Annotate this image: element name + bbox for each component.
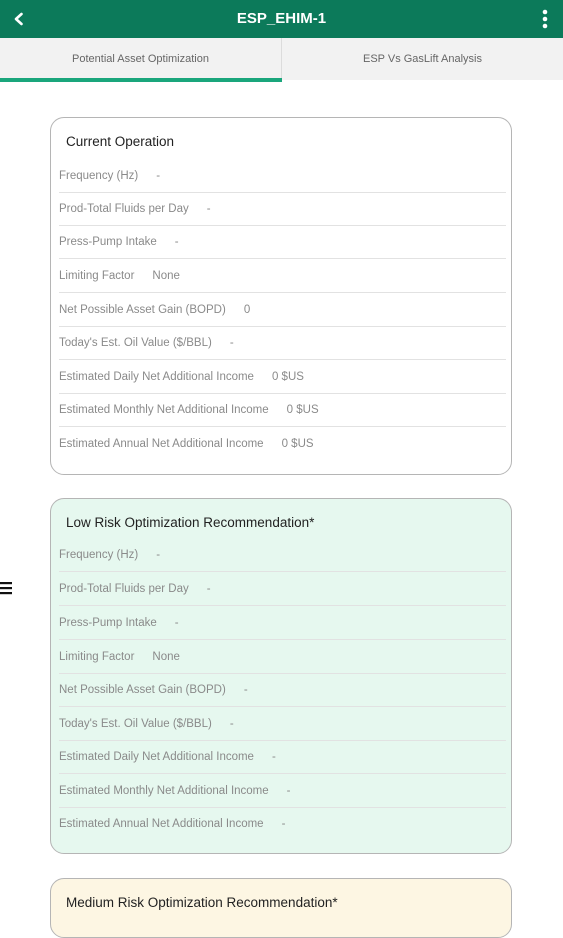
row-value: 0 $US	[271, 371, 304, 383]
row-value: -	[156, 549, 161, 561]
row-label: Estimated Annual Net Additional Income	[59, 438, 264, 450]
tab-bar	[0, 38, 563, 80]
info-row	[59, 573, 506, 606]
row-label: Today's Est. Oil Value ($/BBL)	[59, 337, 212, 349]
row-value: -	[156, 170, 161, 182]
row-value: -	[174, 617, 179, 629]
row-value: -	[281, 818, 286, 830]
info-row	[59, 327, 506, 360]
info-row	[59, 808, 506, 841]
card-title: Current Operation	[66, 134, 175, 149]
row-value: -	[206, 583, 211, 595]
info-row	[59, 607, 506, 640]
info-row	[59, 428, 506, 461]
page-title: ESP_EHIM-1	[236, 10, 327, 27]
info-row	[59, 641, 506, 674]
side-menu-handle[interactable]	[0, 580, 14, 596]
row-value: None	[152, 270, 180, 282]
row-value: -	[286, 785, 291, 797]
info-row	[59, 539, 506, 572]
app-bar	[0, 0, 563, 38]
card-title: Medium Risk Optimization Recommendation*	[66, 895, 338, 910]
row-label: Net Possible Asset Gain (BOPD)	[59, 304, 226, 316]
row-label: Estimated Daily Net Additional Income	[59, 371, 254, 383]
row-value: -	[174, 236, 179, 248]
info-row	[59, 160, 506, 193]
more-vertical-icon	[542, 9, 548, 29]
row-label: Frequency (Hz)	[59, 549, 139, 561]
row-value: 0	[243, 304, 251, 316]
hamburger-icon	[0, 580, 14, 596]
row-value: -	[229, 718, 234, 730]
medium-risk-recommendation-card	[50, 878, 512, 938]
row-label: Press-Pump Intake	[59, 236, 157, 248]
info-row	[59, 193, 506, 226]
tab-potential-asset-optimization[interactable]	[0, 38, 282, 80]
row-value: None	[152, 651, 180, 663]
row-label: Estimated Daily Net Additional Income	[59, 751, 254, 763]
tab-label: Potential Asset Optimization	[72, 53, 209, 65]
info-row	[59, 775, 506, 808]
row-value: -	[229, 337, 234, 349]
info-row	[59, 708, 506, 741]
tab-label: ESP Vs GasLift Analysis	[362, 53, 483, 65]
row-value: 0 $US	[286, 404, 319, 416]
info-row	[59, 361, 506, 394]
row-label: Limiting Factor	[59, 270, 135, 282]
row-label: Today's Est. Oil Value ($/BBL)	[59, 718, 212, 730]
tab-esp-vs-gaslift-analysis[interactable]	[282, 38, 563, 80]
row-label: Press-Pump Intake	[59, 617, 157, 629]
low-risk-recommendation-card	[50, 498, 512, 854]
info-row	[59, 741, 506, 774]
card-title: Low Risk Optimization Recommendation*	[66, 515, 315, 530]
row-label: Limiting Factor	[59, 651, 135, 663]
row-label: Net Possible Asset Gain (BOPD)	[59, 684, 226, 696]
row-label: Estimated Annual Net Additional Income	[59, 818, 264, 830]
info-row	[59, 294, 506, 327]
row-label: Prod-Total Fluids per Day	[59, 203, 189, 215]
row-value: -	[271, 751, 276, 763]
row-value: -	[243, 684, 248, 696]
overflow-menu-button[interactable]	[535, 4, 555, 34]
info-row	[59, 226, 506, 259]
row-value: 0 $US	[281, 438, 314, 450]
info-row	[59, 260, 506, 293]
row-label: Prod-Total Fluids per Day	[59, 583, 189, 595]
current-operation-card	[50, 117, 512, 475]
row-label: Frequency (Hz)	[59, 170, 139, 182]
row-label: Estimated Monthly Net Additional Income	[59, 785, 269, 797]
row-value: -	[206, 203, 211, 215]
info-row	[59, 394, 506, 427]
row-label: Estimated Monthly Net Additional Income	[59, 404, 269, 416]
active-tab-indicator	[0, 78, 282, 82]
info-row	[59, 674, 506, 707]
